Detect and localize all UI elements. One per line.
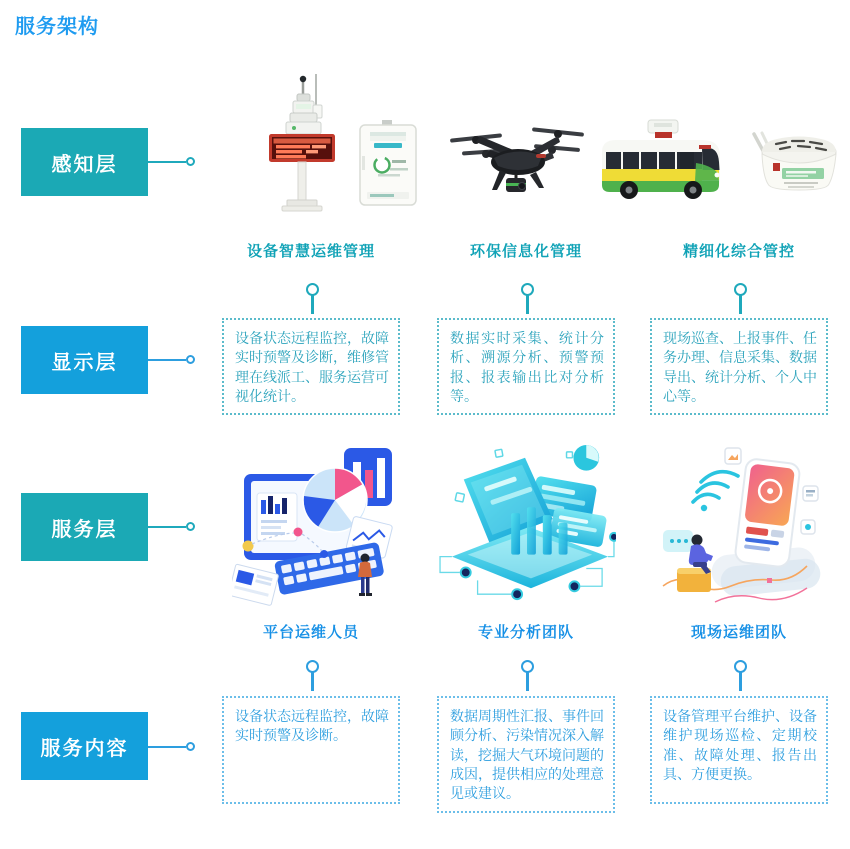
- column-header-3: 精细化综合管控: [682, 243, 795, 260]
- wall-monitor-icon: [354, 118, 422, 210]
- pin-icon: [520, 283, 534, 314]
- pin-icon: [305, 283, 319, 314]
- connector-service: [148, 522, 195, 531]
- layer-label: 显示层: [51, 351, 118, 374]
- bus-icon: [596, 118, 726, 208]
- layer-box-service-content: [21, 712, 148, 780]
- pin-stem: [526, 672, 529, 691]
- column-header-2: 环保信息化管理: [469, 243, 582, 260]
- connector-line: [148, 359, 186, 361]
- pin-stem: [739, 295, 742, 314]
- field-team-illustration: [655, 444, 823, 612]
- drone-icon: [448, 120, 586, 208]
- drone-image: [448, 120, 586, 208]
- pin-stem: [739, 672, 742, 691]
- dust-monitoring-station-icon: [256, 72, 348, 214]
- connector-line: [148, 526, 186, 528]
- connector-dot-icon: [186, 355, 195, 364]
- dashboard-monitor-icon: [232, 438, 397, 613]
- layer-box-display: [21, 326, 148, 394]
- layer-label: 服务内容: [40, 737, 129, 760]
- platform-ops-illustration: [232, 438, 397, 613]
- layer-box-perception: [21, 128, 148, 196]
- connector-display: [148, 355, 195, 364]
- service-note-3: 设备管理平台维护、设备维护现场巡检、定期校准、故障处理、报告出具、方便更换。: [650, 696, 828, 804]
- service-note-2: 数据周期性汇报、事件回顾分析、污染情况深入解读，挖掘大气环境问题的成因，提供相应的处理意见或建议。: [437, 696, 615, 813]
- connector-perception: [148, 157, 195, 166]
- page-title: 服务架构: [15, 16, 99, 38]
- pin-icon: [733, 660, 747, 691]
- pin-icon: [520, 660, 534, 691]
- mobile-kiosk-icon: [655, 444, 823, 612]
- layer-box-service: [21, 493, 148, 561]
- pin-stem: [311, 295, 314, 314]
- team-label-1: 平台运维人员: [262, 624, 359, 641]
- display-note-1: 设备状态远程监控，故障实时预警及诊断，维修管理在线派工、服务运营可视化统计。: [222, 318, 400, 415]
- connector-service-content: [148, 742, 195, 751]
- display-note-3: 现场巡查、上报事件、任务办理、信息采集、数据导出、统计分析、个人中心等。: [650, 318, 828, 415]
- team-label-3: 现场运维团队: [690, 624, 787, 641]
- bus-image: [596, 118, 726, 208]
- layer-label: 服务层: [51, 518, 118, 541]
- connector-line: [148, 746, 186, 748]
- laptop-analytics-icon: [438, 442, 616, 610]
- team-label-2: 专业分析团队: [477, 624, 574, 641]
- layer-label: 感知层: [51, 153, 118, 176]
- round-sensor-icon: [746, 130, 844, 208]
- connector-dot-icon: [186, 742, 195, 751]
- column-header-1: 设备智慧运维管理: [246, 243, 375, 260]
- display-note-2: 数据实时采集、统计分析、溯源分析、预警预报、报表输出比对分析等。: [437, 318, 615, 415]
- service-note-1: 设备状态远程监控，故障实时预警及诊断。: [222, 696, 400, 804]
- connector-dot-icon: [186, 157, 195, 166]
- wall-monitor-image: [354, 118, 422, 210]
- dust-monitoring-station-image: [256, 72, 348, 214]
- pin-stem: [526, 295, 529, 314]
- pin-icon: [305, 660, 319, 691]
- analysis-team-illustration: [438, 442, 616, 610]
- wifi-icon: [693, 472, 738, 502]
- round-sensor-image: [746, 130, 844, 208]
- pin-stem: [311, 672, 314, 691]
- connector-dot-icon: [186, 522, 195, 531]
- pin-icon: [733, 283, 747, 314]
- connector-line: [148, 161, 186, 163]
